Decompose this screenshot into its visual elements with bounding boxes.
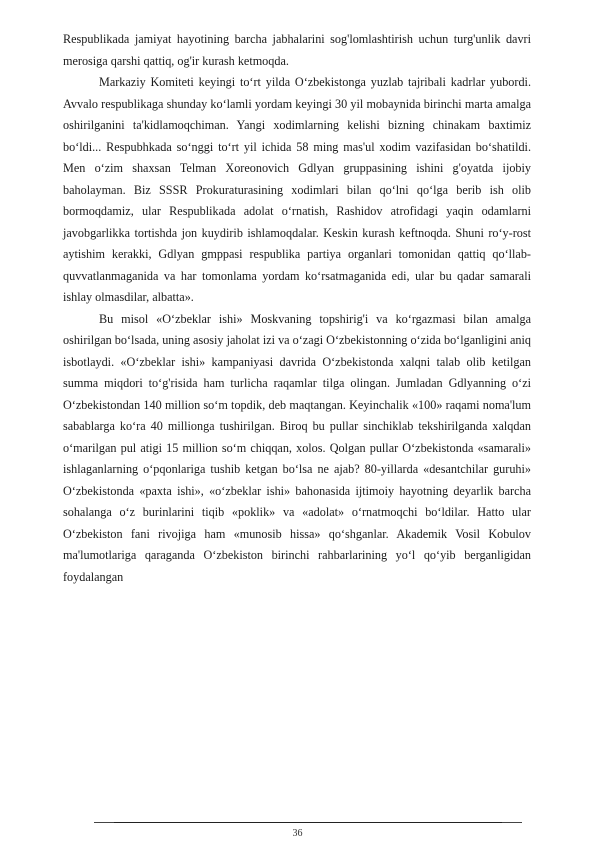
paragraph-3: Bu misol «O‘zbeklar ishi» Moskvaning topshirig'i va ko‘rgazmasi bilan amalga oshirilgan bo‘lsada, uning asosiy jaholat izi va o‘zagi O‘zbekistonning o‘zida bo‘lganligini aniq isbotlaydi. «O‘zbeklar ishi» kampaniyasi davrida O‘zbekistonda xalqni talab olib ketilgan summa miqdori to‘g'risida ham turlicha raqamlar tilga olingan. Jumladan Gdlyanning o‘zi O‘zbekistondan 140 million so‘m topdik, deb maqtangan. Keyinchalik «100» raqami noma'lum sabablarga ko‘ra 40 millionga tushirilgan. Biroq bu pullar sinchiklab tekshirilganda xalqdan o‘marilgan pul atigi 15 million so‘m chiqqan, xolos. Qolgan pullar O‘zbekistonda «samarali» ishlaganlarning o‘pqonlariga tushib ketgan bo‘lsa ne ajab? 80-yillarda «desantchilar guruhi» O‘zbekistonda «paxta ishi», «o‘zbeklar ishi» bahonasida ijtimoiy hayotning deyarlik barcha sohalanga o‘z burinlarini tiqib «poklik» va «adolat» o‘rnatmoqchi bo‘ldilar. Hatto ular O‘zbekiston fani rivojiga ham «munosib hissa» qo‘shganlar. Akademik Vosil Kobulov ma'lumotlariga qaraganda O‘zbekiston birinchi rahbarlarining yo‘l qo‘yib berganligidan foydalangan — [63, 311, 531, 584]
paragraph-1: Respublikada jamiyat hayotining barcha jabhalarini sog'lomlashtirish uchun turg'unlik davri merosiga qarshi qattiq, og'ir kurash ketmoqda. — [63, 32, 531, 68]
page-number: 36 — [292, 828, 303, 839]
paragraph-2: Markaziy Komiteti keyingi to‘rt yilda O‘zbekistonga yuzlab tajribali kadrlar yubordi. Avvalo respublikaga shunday ko‘lamli yordam keyingi 30 yil mobaynida birinchi marta amalga oshirilganini ta'kidlamoqchiman. Yangi xodimlarning kelishi bizning chinakam baxtimiz bo‘ldi... Respubhkada so‘nggi to‘rt yil ichida 58 ming mas'ul xodim vazifasidan bo‘shatildi. Men o‘zim shaxsan Telman Xoreonovich Gdlyan gruppasining ishini g'oyatda ijobiy baholayman. Biz SSSR Prokuraturasining xodimlari bilan qo‘lni qo‘lga berib ish olib bormoqdamiz, ular Respublikada adolat o‘rnatish, Rashidov atrofidagi yaqin odamlarni javobgarlikka tortishda jon kuydirib ishlamoqdalar. Keskin kurash keftnoqda. Shuni ro‘y-rost aytishim kerakki, Gdlyan gmppasi respublika partiya organlari tomonidan qattiq qo‘llab-quvvatlanmaganida va har tomonlama yordam ko‘rsatmaganida edi, ular bu qadar samarali ishlay olmasdilar, albatta». — [63, 75, 531, 304]
body-text — [63, 29, 531, 588]
footer-rule-inner — [114, 822, 502, 823]
